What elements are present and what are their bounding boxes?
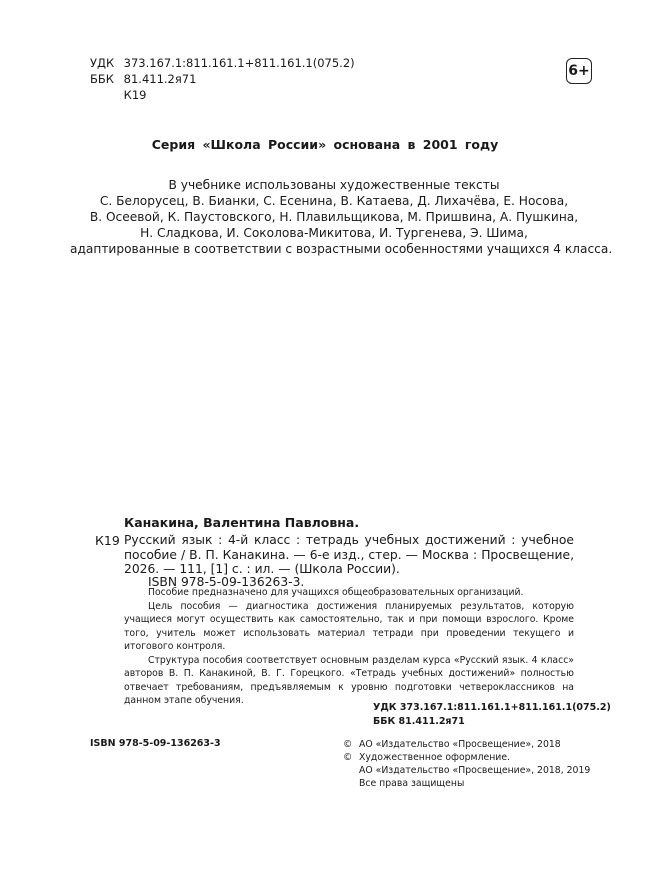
copyright-icon: © <box>343 752 353 763</box>
catalog-paragraph-structure: Структура пособия соответствует основным разделам курса «Русский язык. 4 класс» авторов В. П. Канакиной, В. Г. Горецкого. «Тетрадь учебных достижений» полностью отвечает требованиям, предъявляемым к уровню подготовки четвероклассников на данном этапе обучения. <box>124 655 574 706</box>
udk-row <box>90 55 355 71</box>
author-code: К19 <box>123 88 147 102</box>
catalog-description: Русский язык : 4-й класс : тетрадь учебных достижений : учебное пособие / В. П. Канакина. — 6-е изд., стер. — Москва : Просвещение, 2026. — 111, [1] с. : ил. — (Школа России). <box>124 533 574 577</box>
catalog-author: Канакина, Валентина Павловна. <box>124 515 360 530</box>
authors-note-line: В учебнике использованы художественные тексты <box>168 178 500 192</box>
catalog-paragraph-goal: Цель пособия — диагностика достижения планируемых результатов, которую учащиеся могут осуществить как самостоятельно, так и при помощи взрослого. Кроме того, учитель может использовать материал тетради при проведении текущего и итогового контроля. <box>124 601 574 652</box>
author-code-row <box>90 87 355 103</box>
copyright-line: Художественное оформление. <box>359 752 511 763</box>
bbk-value: 81.411.2я71 <box>123 72 197 86</box>
copyright-line: Все права защищены <box>359 778 465 789</box>
copyright-line: АО «Издательство «Просвещение», 2018, 2019 <box>359 765 591 776</box>
series-line: Серия «Школа России» основана в 2001 году <box>151 137 499 152</box>
age-rating-badge: 6+ <box>566 58 592 84</box>
udk-value: 373.167.1:811.161.1+811.161.1(075.2) <box>123 56 355 70</box>
authors-note-line: В. Осеевой, К. Паустовского, Н. Плавильщикова, М. Пришвина, А. Пушкина, <box>89 210 579 224</box>
classification-block <box>90 55 355 103</box>
copyright-block <box>343 738 590 790</box>
authors-note-line: С. Белорусец, В. Бианки, С. Есенина, В. Катаева, Д. Лихачёва, Е. Носова, <box>99 194 569 208</box>
isbn-bottom: ISBN 978-5-09-136263-3 <box>90 738 221 749</box>
authors-note-line: Н. Сладкова, И. Соколова-Микитова, И. Тургенева, Э. Шима, <box>140 226 528 240</box>
catalog-isbn: ISBN 978-5-09-136263-3. <box>148 575 305 589</box>
catalog-code: К19 <box>95 533 120 548</box>
catalog-bbk: ББК 81.411.2я71 <box>373 715 465 727</box>
catalog-udk: УДК 373.167.1:811.161.1+811.161.1(075.2) <box>373 702 611 713</box>
copyright-icon: © <box>343 739 353 750</box>
catalog-paragraph-purpose: Пособие предназначено для учащихся общеобразовательных организаций. <box>148 587 524 598</box>
authors-note <box>70 177 613 257</box>
udk-label: УДК <box>90 56 115 70</box>
bbk-label: ББК <box>90 72 114 86</box>
catalog-classification <box>373 701 611 728</box>
authors-note-line: адаптированные в соответствии с возрастными особенностями учащихся 4 класса. <box>70 242 613 256</box>
copyright-line: АО «Издательство «Просвещение», 2018 <box>359 739 561 750</box>
bbk-row <box>90 71 355 87</box>
